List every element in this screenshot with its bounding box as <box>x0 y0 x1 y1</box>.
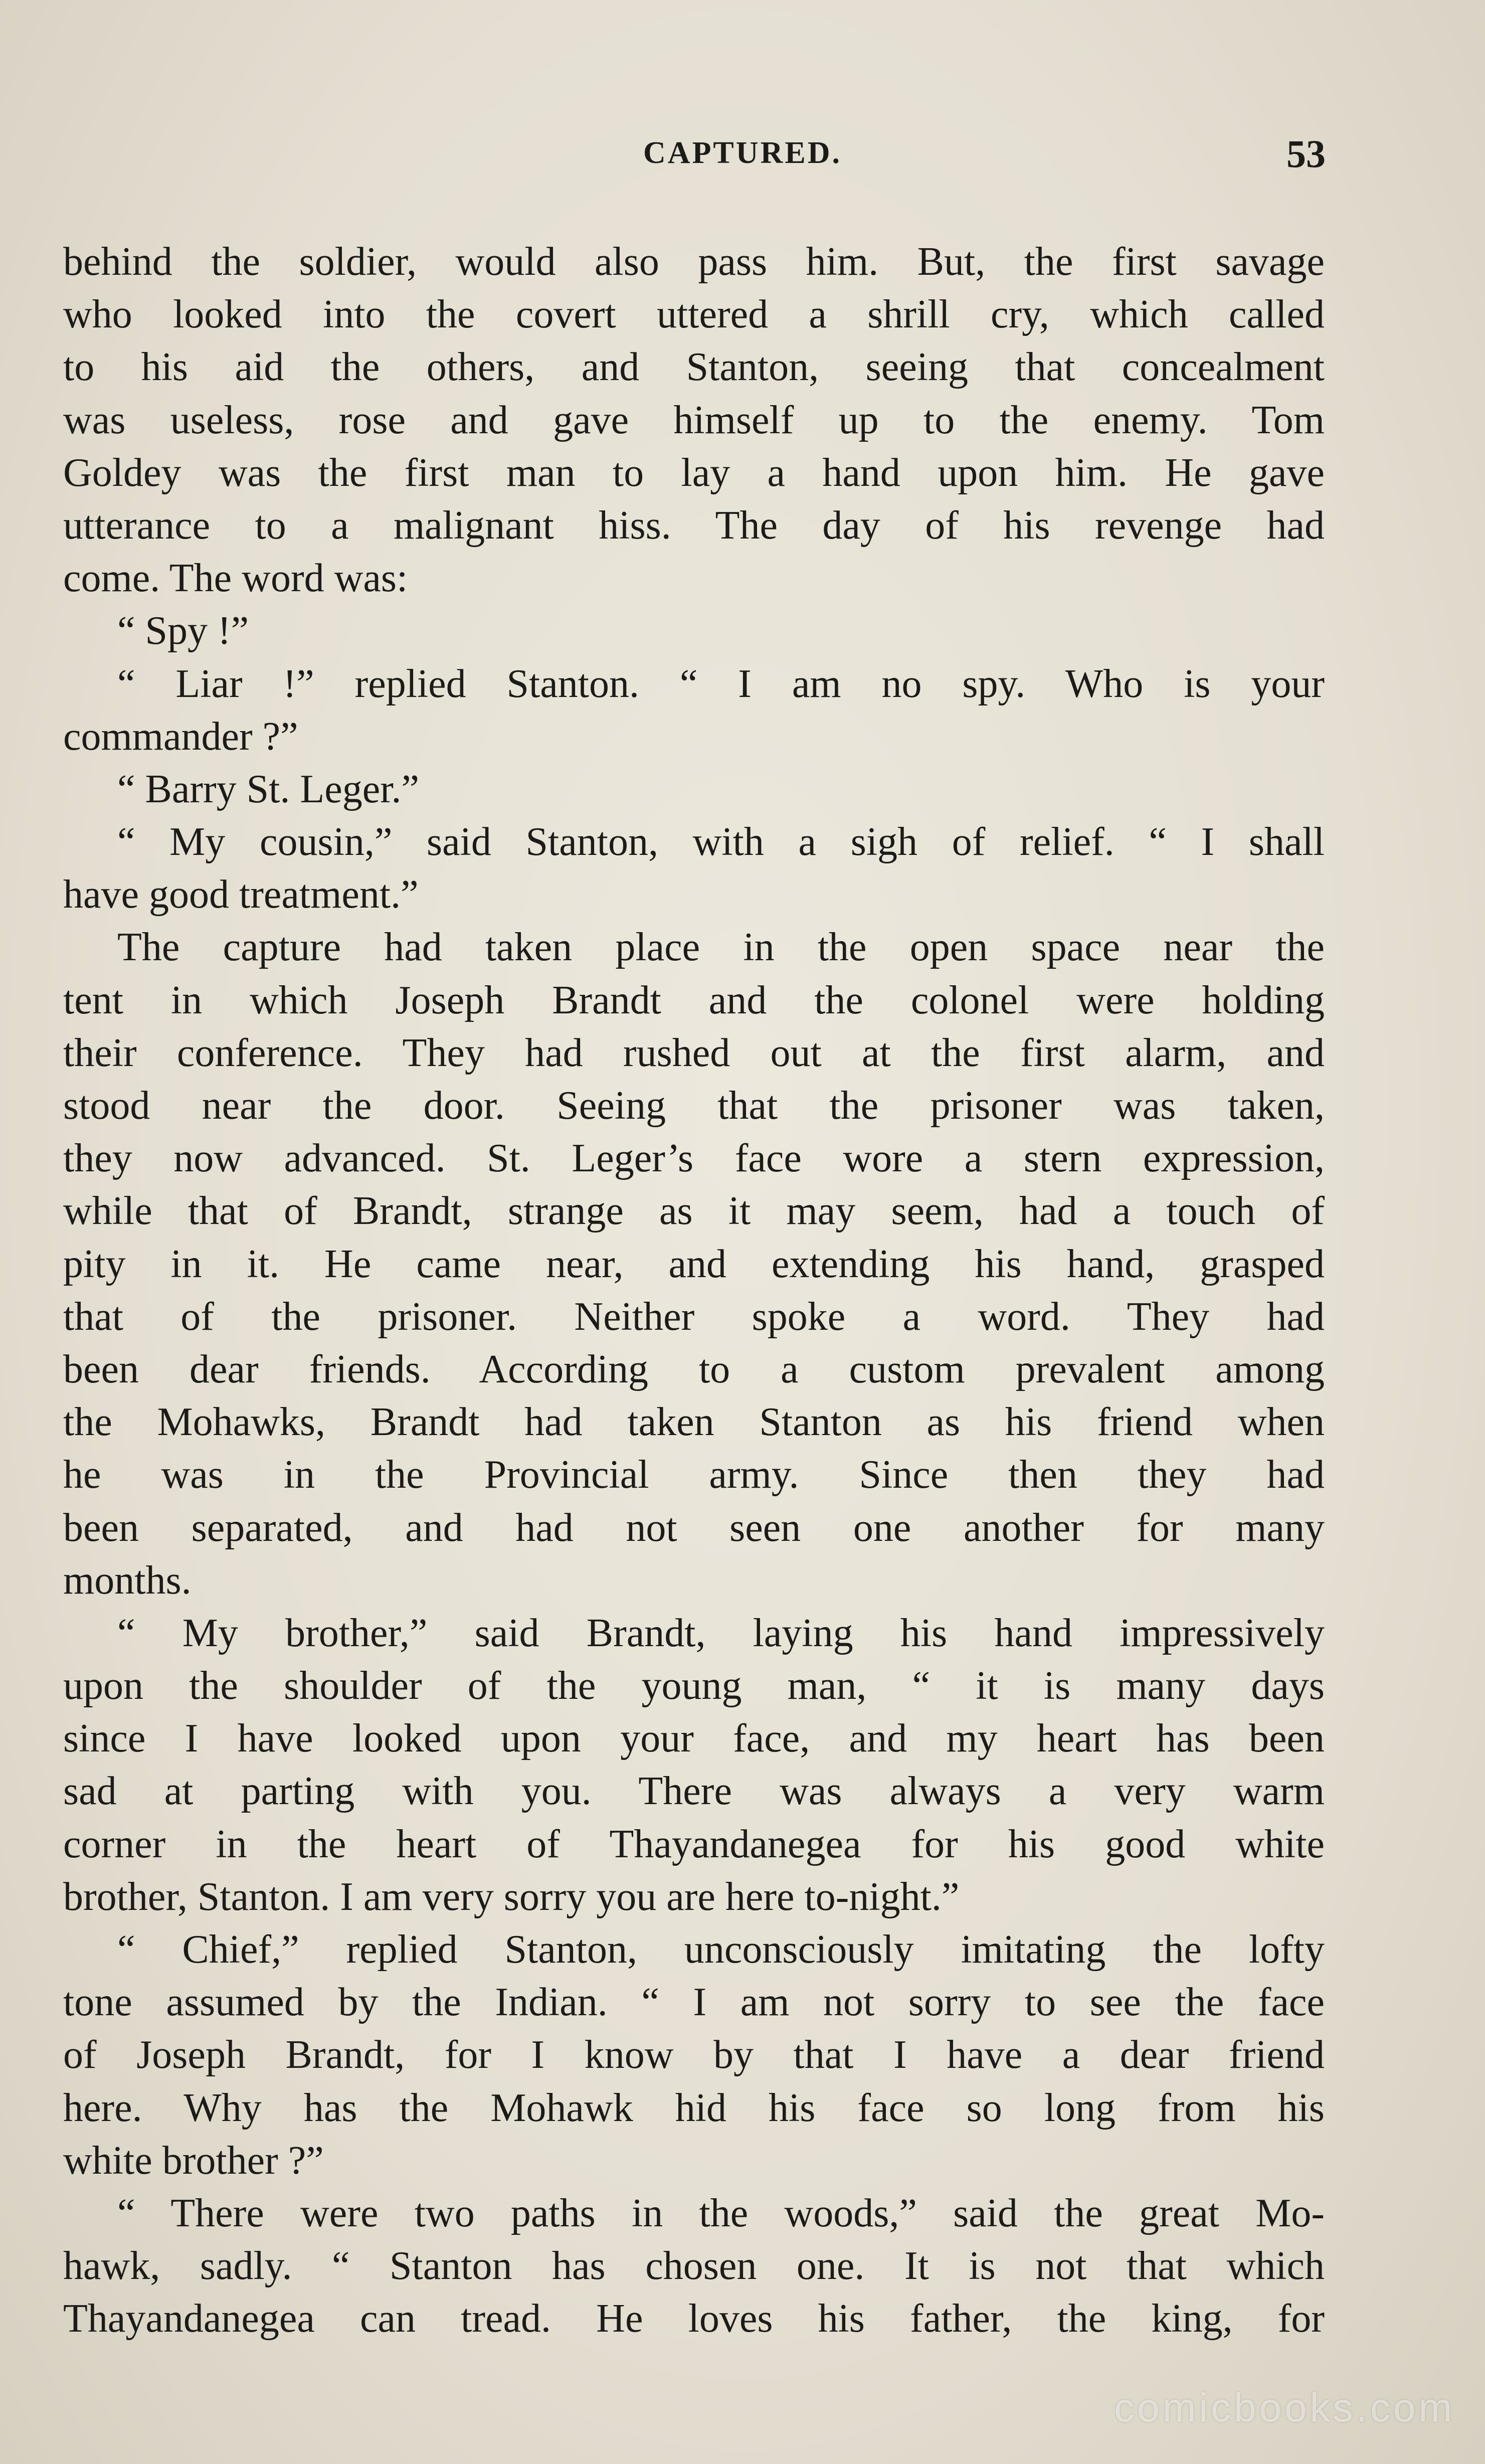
text-line: “ Chief,” replied Stanton, unconsciously imitating the lofty <box>117 1927 1325 1972</box>
text-line: “ Spy !” <box>117 609 249 653</box>
text-line: brother, Stanton. I am very sorry you are here to-night.” <box>63 1874 960 1919</box>
running-head <box>0 131 1485 177</box>
text-line: hawk, sadly. “ Stanton has chosen one. It is not that which <box>63 2244 1325 2289</box>
text-line: white brother ?” <box>63 2138 324 2183</box>
text-line: pity in it. He came near, and extending his hand, grasped <box>63 1242 1325 1286</box>
text-line: The capture had taken place in the open space near the <box>117 925 1325 970</box>
page-number: 53 <box>1286 132 1326 175</box>
text-line: Goldey was the first man to lay a hand upon him. He gave <box>63 450 1325 495</box>
paragraph <box>63 816 1325 921</box>
text-line: been dear friends. According to a custom prevalent among <box>63 1347 1325 1391</box>
text-line: upon the shoulder of the young man, “ it is many days <box>63 1664 1325 1708</box>
body-text <box>63 236 1325 2346</box>
running-title: CAPTURED. <box>643 136 842 170</box>
paragraph <box>63 658 1325 763</box>
text-line: was useless, rose and gave himself up to the enemy. Tom <box>63 398 1325 442</box>
text-line: “ Liar !” replied Stanton. “ I am no spy. Who is your <box>117 661 1325 706</box>
text-line: to his aid the others, and Stanton, seeing that concealment <box>63 345 1325 390</box>
text-line: corner in the heart of Thayandanegea for his good white <box>63 1822 1325 1866</box>
paragraph <box>63 1923 1325 2187</box>
text-line: months. <box>63 1558 192 1603</box>
text-line: the Mohawks, Brandt had taken Stanton as his friend when <box>63 1400 1325 1445</box>
text-line: here. Why has the Mohawk hid his face so long from his <box>63 2085 1325 2130</box>
text-line: Thayandanegea can tread. He loves his father, the king, for <box>63 2297 1325 2341</box>
text-line: “ My cousin,” said Stanton, with a sigh of relief. “ I shall <box>117 820 1325 864</box>
text-line: they now advanced. St. Leger’s face wore a stern expression, <box>63 1136 1325 1181</box>
paragraph <box>63 921 1325 1607</box>
text-line: while that of Brandt, strange as it may seem, had a touch of <box>63 1189 1325 1234</box>
text-line: tent in which Joseph Brandt and the colonel were holding <box>63 978 1325 1022</box>
text-line: have good treatment.” <box>63 872 419 917</box>
text-line: tone assumed by the Indian. “ I am not sorry to see the face <box>63 1980 1325 2025</box>
text-line: “ My brother,” said Brandt, laying his hand impressively <box>117 1611 1325 1655</box>
text-line: who looked into the covert uttered a shrill cry, which called <box>63 292 1325 337</box>
text-line: he was in the Provincial army. Since then they had <box>63 1453 1325 1497</box>
text-line: been separated, and had not seen one another for many <box>63 1505 1325 1550</box>
text-line: behind the soldier, would also pass him. But, the first savage <box>63 240 1325 284</box>
text-line: commander ?” <box>63 714 298 759</box>
paragraph <box>63 763 1325 816</box>
paragraph <box>63 2187 1325 2346</box>
text-line: stood near the door. Seeing that the prisoner was taken, <box>63 1084 1325 1128</box>
paragraph <box>63 605 1325 657</box>
text-line: “ There were two paths in the woods,” said the great Mo- <box>117 2191 1325 2235</box>
text-line: sad at parting with you. There was always a very warm <box>63 1769 1325 1814</box>
text-line: “ Barry St. Leger.” <box>117 767 419 811</box>
text-line: that of the prisoner. Neither spoke a word. They had <box>63 1294 1325 1339</box>
watermark-logo: comicbooks.com <box>1114 2385 1455 2430</box>
paragraph <box>63 236 1325 605</box>
text-line: of Joseph Brandt, for I know by that I have a dear friend <box>63 2033 1325 2077</box>
text-line: utterance to a malignant hiss. The day of his revenge had <box>63 503 1325 548</box>
paragraph <box>63 1607 1325 1923</box>
text-line: since I have looked upon your face, and my heart has been <box>63 1716 1325 1761</box>
text-line: come. The word was: <box>63 556 408 601</box>
text-line: their conference. They had rushed out at the first alarm, and <box>63 1030 1325 1075</box>
